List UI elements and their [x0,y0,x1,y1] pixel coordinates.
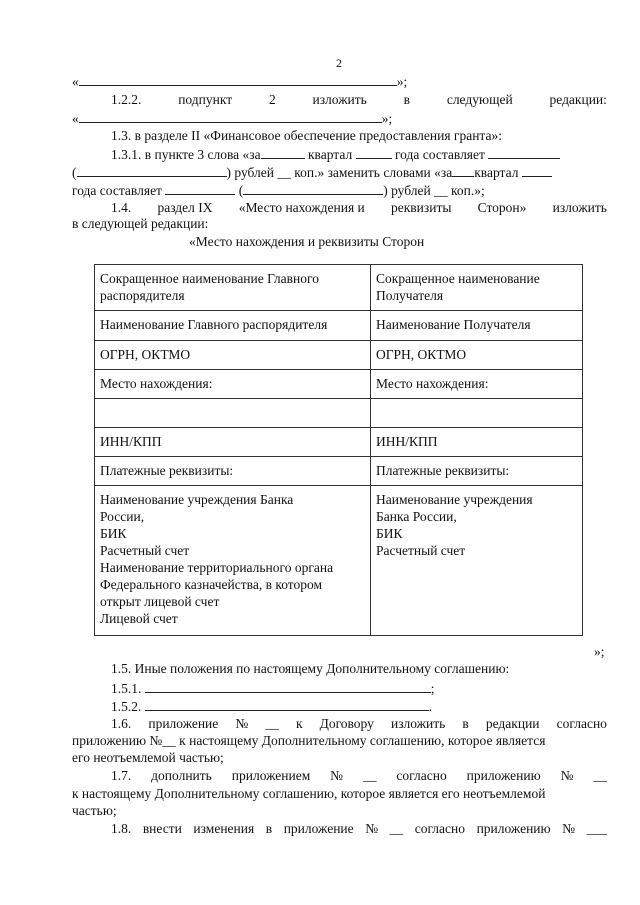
text: ( [72,165,77,180]
word: редакции [485,716,540,731]
table-cell-right: Наименование Получателя [371,311,583,341]
text: ) рублей __ коп.» заменить словами «за [226,165,453,180]
word: № [560,768,574,783]
word: __ [389,821,404,836]
item-number: 1.4. [111,200,132,215]
blank-quote-line [72,110,392,127]
requisites-table [94,264,583,636]
table-cell-right: Сокращенное наименование Получателя [371,265,583,311]
item-1-5-2 [111,698,432,715]
word: 2 [268,92,276,107]
word: согласно [414,821,466,836]
blank-underline [488,146,560,159]
word: в [265,821,273,836]
item-number: 1.5.1. [111,681,142,696]
table-cell-left: Сокращенное наименование Главного распорядителя [95,265,371,311]
table-cell-left: Платежные реквизиты: [95,457,371,486]
table-cell-right: Платежные реквизиты: [371,457,583,486]
text: квартал [474,165,519,180]
item-1-6-line3: его неотъемлемой частью; [72,750,224,765]
item-1-6-line2: приложению №__ к настоящему Дополнительному соглашению, которое является [72,733,546,748]
table-row [95,428,583,457]
table-cell-left [95,399,371,428]
word: изложить [312,92,367,107]
item-number: 1.7. [111,768,132,783]
word: в [462,716,469,731]
word: № [330,768,344,783]
table-cell-left: ОГРН, ОКТМО [95,341,371,370]
table-row [95,399,583,428]
word: приложением [231,768,311,783]
table-row [95,311,583,341]
table-cell-right [371,399,583,428]
item-number: 1.8. [111,821,132,836]
table-cell-left: Наименование учреждения Банка России, БИК Расчетный счет Наименование территориального органа Федерального казначейства, в котором открыт лицевой счет Лицевой счет [95,486,371,636]
blank-underline [522,164,552,177]
table-row [95,486,583,636]
open-quote: « [72,111,79,126]
word: следующей [446,92,513,107]
word: «Место нахождения и [238,200,365,215]
word: __ [593,768,607,783]
item-1-4-line2: в следующей редакции: [72,216,209,231]
word: приложению [476,821,551,836]
word: № [365,821,379,836]
blank-underline [452,164,474,177]
text: ) рублей __ коп.»; [383,183,485,198]
table-cell-right: Наименование учреждения Банка России, БИК Расчетный счет [371,486,583,636]
word: изложить [552,200,607,215]
word: согласно [556,716,607,731]
blank-underline [356,146,392,159]
table-cell-left: ИНН/КПП [95,428,371,457]
word: дополнить [151,768,212,783]
item-1-7-line2: к настоящему Дополнительному соглашению, которое является его неотъемлемой [72,786,546,801]
blank-underline [243,182,383,195]
table-row [95,265,583,311]
blank-underline [145,680,431,693]
word: в [403,92,411,107]
word: к [295,716,303,731]
word: __ [362,768,377,783]
text: года составляет [72,183,162,198]
text: года составляет [394,147,485,162]
item-1-8 [111,821,607,837]
word: Сторон» [477,200,527,215]
word: подпункт [178,92,233,107]
word: изложить [390,716,446,731]
table-cell-left: Наименование Главного распорядителя [95,311,371,341]
word: внести [142,821,182,836]
item-1-3-1-line2 [72,164,552,181]
blank-quote-line-top [72,73,407,90]
word: приложение [283,821,354,836]
item-1-5: 1.5. Иные положения по настоящему Дополнительному соглашению: [111,661,510,676]
table-row [95,457,583,486]
word: раздел IX [157,200,213,215]
item-number: 1.6. [111,716,132,731]
table-cell-left: Место нахождения: [95,370,371,399]
word: реквизиты [390,200,452,215]
text: 1.3.1. в пункте 3 слова «за [111,147,261,162]
item-number: 1.2.2. [111,92,142,107]
table-cell-right: ИНН/КПП [371,428,583,457]
item-1-3-1-line1 [111,146,560,163]
page-number: 2 [336,56,342,70]
blank-underline [79,110,382,123]
item-1-3: 1.3. в разделе II «Финансовое обеспечение предоставления гранта»: [111,128,502,143]
table-cell-right: Место нахождения: [371,370,583,399]
text: . [428,699,433,714]
text: квартал [307,147,353,162]
word: приложению [466,768,541,783]
blank-underline [145,698,429,711]
table-row [95,341,583,370]
word: приложение [148,716,219,731]
table-row [95,370,583,399]
word: редакции: [549,92,607,107]
table-title: «Место нахождения и реквизиты Сторон [189,234,425,249]
word: изменения [193,821,255,836]
word: № [562,821,576,836]
item-number: 1.5.2. [111,699,142,714]
word: ___ [586,821,607,836]
table-cell-right: ОГРН, ОКТМО [371,341,583,370]
close-quote: »; [396,74,408,89]
item-1-7-line3: частью; [72,803,117,818]
open-quote: « [72,74,79,89]
blank-underline [261,146,305,159]
word: __ [265,716,279,731]
item-1-7 [111,768,607,784]
word: согласно [396,768,447,783]
blank-underline [79,73,397,86]
item-1-3-1-line3 [72,182,485,199]
text: ; [430,681,435,696]
table-close-quote: »; [594,644,605,659]
text: ( [238,183,244,198]
item-1-2-2 [111,92,607,108]
item-1-5-1 [111,680,435,697]
item-1-6 [111,716,607,732]
item-1-4 [111,200,607,216]
blank-underline [77,164,227,177]
word: № [235,716,249,731]
close-quote: »; [381,111,393,126]
blank-underline [165,182,235,195]
word: Договору [319,716,374,731]
